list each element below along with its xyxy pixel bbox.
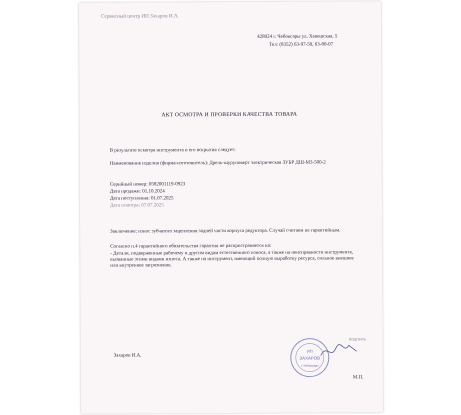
conclusion-text: Заключение: износ зубчатого зацепления задней части корпуса редуктора. Случай считаем не гарантийным. <box>110 228 341 235</box>
clause-text: - Детали, подверженные рабочему и другим видам естественного износа, а также на неисправности инструмента, вызванные этими видами износа. А также на инструмент, имеющий полную выработку ресурса, сильное внешнее или внутреннее загрязнение. <box>110 250 354 270</box>
stamp-place-label: М.П. <box>352 375 364 381</box>
sale-date: Дата продажи: 01.10.2024 <box>109 189 165 195</box>
arrival-date: Дата поступления: 01.07.2025 <box>109 196 174 202</box>
org-address: 428024 г. Чебоксары ул. Хевешская, 5 <box>257 34 338 40</box>
document-title: АКТ ОСМОТРА И ПРОВЕРКИ КАЧЕСТВА ТОВАРА <box>161 111 298 119</box>
intro-text: В результате осмотра инструмента и его вскрытия следует: <box>109 147 236 154</box>
document-sheet <box>79 1 383 414</box>
signature-label: подпись <box>348 337 367 343</box>
stamp-text-bottom: г. Чебоксары <box>300 363 319 368</box>
clause-intro: Согласно п.4 гарантийного обязательства гарантия не распространяется на: <box>110 243 272 250</box>
stamp-text-top: ИП <box>306 348 313 354</box>
stamp-text-mid: ЗАХАРОВ <box>299 355 321 361</box>
org-phone: Тел: (8352) 63-97-50, 63-80-07 <box>269 42 334 48</box>
inspection-date: Дата осмотра: 07.07.2025 <box>109 203 164 209</box>
serial-number: Серийный номер: 0582001119-0923 <box>109 182 186 188</box>
product-name: Наименование изделия (фирма-изготовитель): Дрель-шуруповерт электрическая ЗУБР ДШ-М3-500-2 <box>109 160 326 167</box>
signer-name: Захаров И.А. <box>113 353 142 359</box>
org-name: Сервисный центр ИП Захаров И.А. <box>100 13 179 20</box>
